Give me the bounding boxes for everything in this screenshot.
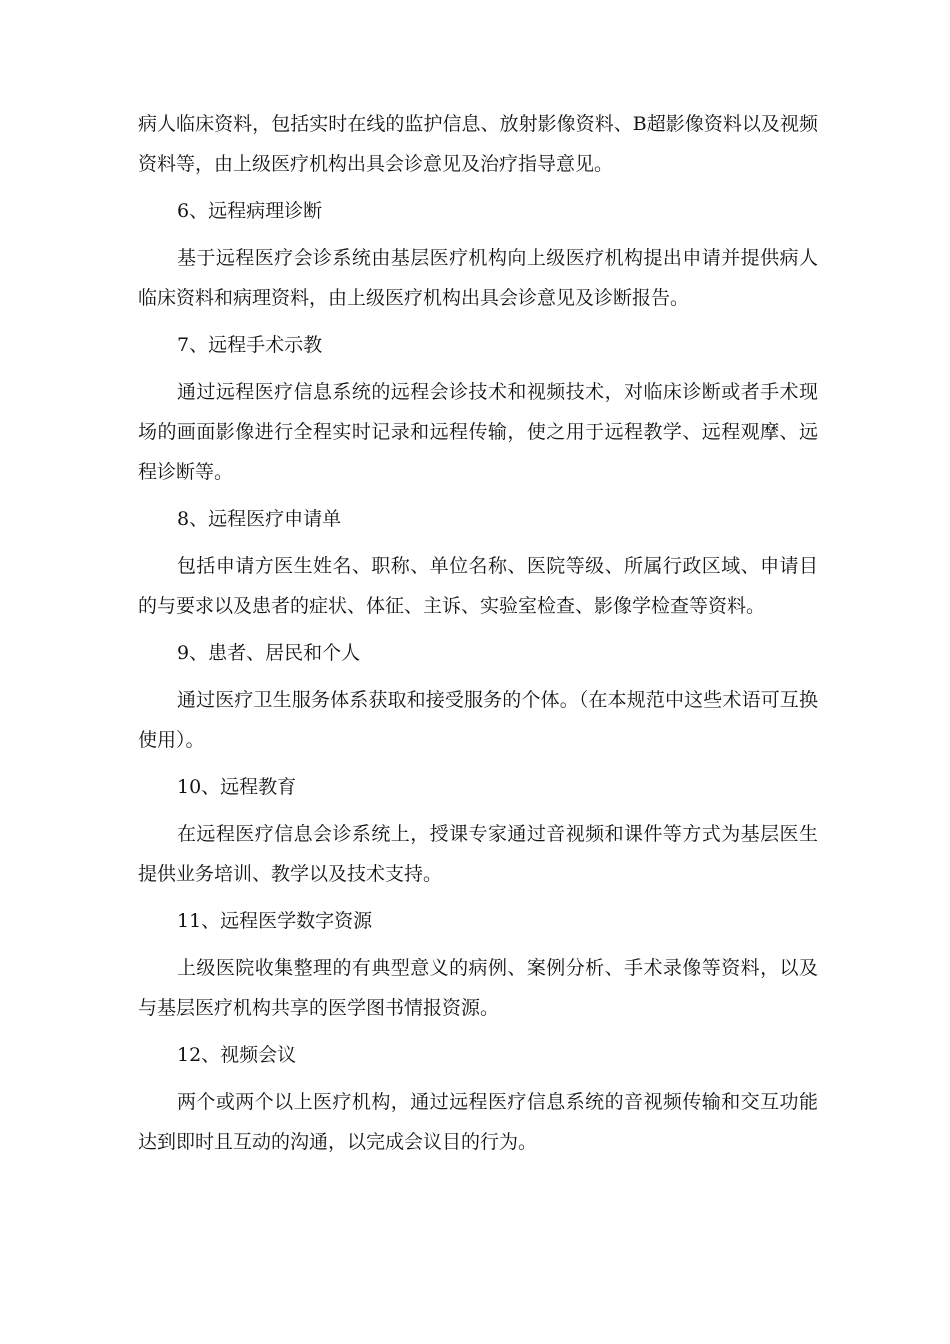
paragraph-remote-education: 在远程医疗信息会诊系统上，授课专家通过音视频和课件等方式为基层医生提供业务培训、教学以及技术支持。	[138, 823, 818, 885]
heading-remote-pathology: 6、远程病理诊断	[177, 200, 323, 222]
paragraph-digital-resources: 上级医院收集整理的有典型意义的病例、案例分析、手术录像等资料，以及与基层医疗机构共享的医学图书情报资源。	[138, 957, 818, 1019]
heading-digital-resources: 11、远程医学数字资源	[177, 910, 373, 932]
paragraph-video-conference: 两个或两个以上医疗机构，通过远程医疗信息系统的音视频传输和交互功能达到即时且互动的沟通，以完成会议目的行为。	[138, 1091, 818, 1153]
paragraph-clinical-data: 病人临床资料，包括实时在线的监护信息、放射影像资料、B超影像资料以及视频资料等，由上级医疗机构出具会诊意见及治疗指导意见。	[138, 113, 818, 175]
document-body	[138, 104, 818, 1169]
paragraph-remote-surgery-demo: 通过远程医疗信息系统的远程会诊技术和视频技术，对临床诊断或者手术现场的画面影像进行全程实时记录和远程传输，使之用于远程教学、远程观摩、远程诊断等。	[138, 381, 818, 483]
heading-video-conference: 12、视频会议	[177, 1044, 297, 1066]
paragraph-remote-application-form: 包括申请方医生姓名、职称、单位名称、医院等级、所属行政区域、申请目的与要求以及患者的症状、体征、主诉、实验室检查、影像学检查等资料。	[138, 555, 818, 617]
heading-remote-application-form: 8、远程医疗申请单	[177, 508, 342, 530]
heading-remote-surgery-demo: 7、远程手术示教	[177, 334, 323, 356]
heading-patients-residents: 9、患者、居民和个人	[177, 642, 361, 664]
heading-remote-education: 10、远程教育	[177, 776, 297, 798]
paragraph-patients-residents: 通过医疗卫生服务体系获取和接受服务的个体。（在本规范中这些术语可互换使用）。	[138, 689, 818, 751]
paragraph-remote-pathology: 基于远程医疗会诊系统由基层医疗机构向上级医疗机构提出申请并提供病人临床资料和病理资料，由上级医疗机构出具会诊意见及诊断报告。	[138, 247, 818, 309]
